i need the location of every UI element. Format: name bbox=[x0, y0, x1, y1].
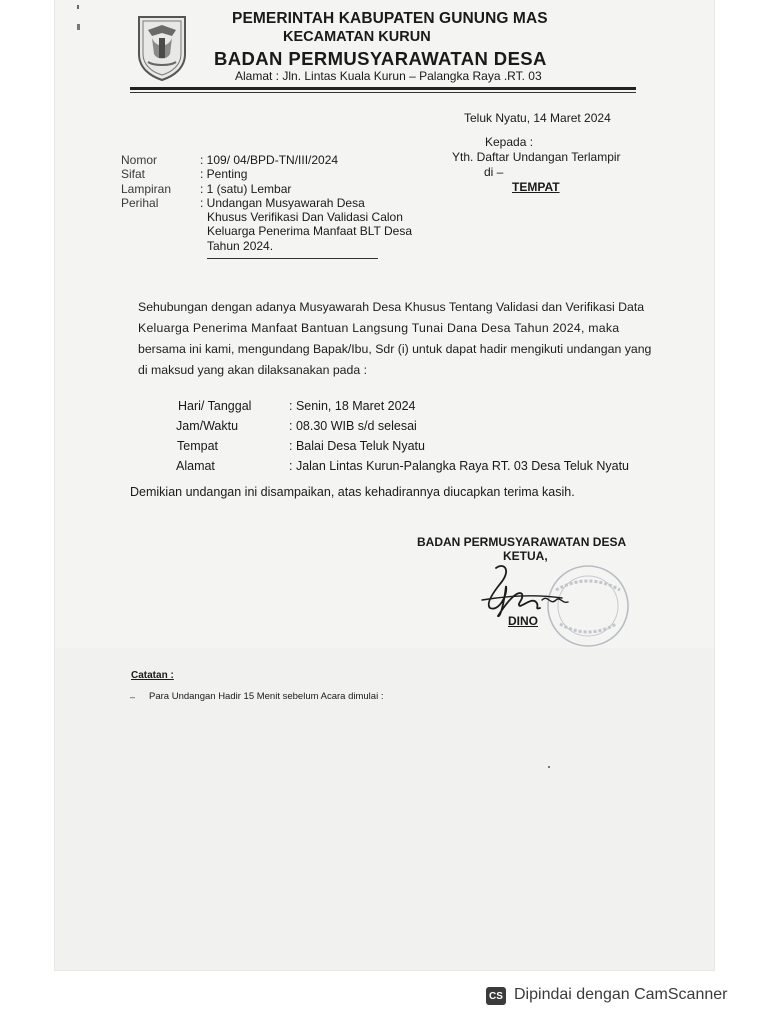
ref-sifat-label: Sifat bbox=[121, 167, 146, 181]
ref-perihal-label: Perihal bbox=[121, 196, 159, 210]
event-tempat-label: Tempat bbox=[177, 439, 218, 453]
ref-perihal-line2: Khusus Verifikasi Dan Validasi Calon bbox=[207, 210, 403, 224]
event-tempat-value: : Balai Desa Teluk Nyatu bbox=[289, 439, 425, 453]
letterhead-agency: BADAN PERMUSYARAWATAN DESA bbox=[214, 48, 547, 69]
event-jam-value: : 08.30 WIB s/d selesai bbox=[289, 419, 417, 433]
event-alamat-label: Alamat bbox=[176, 459, 215, 473]
ref-lampiran-value: : 1 (satu) Lembar bbox=[200, 182, 292, 196]
regency-emblem-logo bbox=[134, 14, 190, 82]
letterhead-district: KECAMATAN KURUN bbox=[283, 29, 431, 45]
ref-perihal-line3: Keluarga Penerima Manfaat BLT Desa bbox=[207, 224, 413, 238]
event-hari-label: Hari/ Tanggal bbox=[178, 399, 252, 413]
place-date: Teluk Nyatu, 14 Maret 2024 bbox=[464, 111, 611, 125]
ref-lampiran-label: Lampiran bbox=[121, 182, 172, 196]
event-hari-value: : Senin, 18 Maret 2024 bbox=[289, 399, 416, 413]
recipient-tempat: TEMPAT bbox=[512, 180, 560, 194]
recipient-kepada: Kepada : bbox=[485, 135, 534, 149]
ref-nomor-label: Nomor bbox=[121, 153, 158, 167]
letterhead-address: Alamat : Jln. Lintas Kuala Kurun – Palangka Raya .RT. 03 bbox=[235, 69, 542, 83]
scan-dot bbox=[77, 24, 80, 30]
body-paragraph-line3: bersama ini kami, mengundang Bapak/Ibu, Sdr (i) untuk dapat hadir mengikuti undangan yang bbox=[138, 342, 652, 356]
event-jam-label: Jam/Waktu bbox=[176, 419, 239, 433]
ref-nomor-value: : 109/ 04/BPD-TN/III/2024 bbox=[200, 153, 339, 167]
signature-title: KETUA, bbox=[503, 549, 548, 563]
camscanner-logo: CS bbox=[486, 987, 506, 1005]
letterhead-government: PEMERINTAH KABUPATEN GUNUNG MAS bbox=[232, 10, 548, 27]
recipient-di: di – bbox=[484, 165, 504, 179]
notes-bullet: – bbox=[130, 692, 136, 702]
camscanner-watermark-text: Dipindai dengan CamScanner bbox=[514, 986, 728, 1003]
signature-name: DINO bbox=[508, 614, 538, 628]
scan-dot bbox=[77, 5, 79, 9]
body-paragraph-line2: Keluarga Penerima Manfaat Bantuan Langsung Tunai Dana Desa Tahun 2024, maka bbox=[138, 321, 620, 335]
ref-perihal-line4: Tahun 2024. bbox=[207, 239, 274, 253]
body-paragraph-line4: di maksud yang akan dilaksanakan pada : bbox=[138, 363, 368, 377]
scan-dot bbox=[548, 766, 550, 768]
letterhead-divider-thick bbox=[130, 87, 636, 90]
notes-item-1: Para Undangan Hadir 15 Menit sebelum Acara dimulai : bbox=[149, 691, 384, 702]
ref-sifat-value: : Penting bbox=[200, 167, 248, 181]
body-paragraph-line1: Sehubungan dengan adanya Musyawarah Desa Khusus Tentang Validasi dan Verifikasi Data bbox=[138, 300, 645, 314]
letterhead-divider-thin bbox=[130, 92, 636, 93]
signature-org: BADAN PERMUSYARAWATAN DESA bbox=[417, 535, 627, 549]
closing-sentence: Demikian undangan ini disampaikan, atas kehadirannya diucapkan terima kasih. bbox=[130, 485, 575, 499]
ref-perihal-line1: : Undangan Musyawarah Desa bbox=[200, 196, 365, 210]
signature-and-stamp bbox=[478, 560, 638, 652]
notes-title: Catatan : bbox=[131, 670, 174, 681]
event-alamat-value: : Jalan Lintas Kurun-Palangka Raya RT. 03 Desa Teluk Nyatu bbox=[289, 459, 630, 473]
ref-perihal-underline bbox=[207, 258, 378, 259]
recipient-yth: Yth. Daftar Undangan Terlampir bbox=[452, 150, 621, 164]
